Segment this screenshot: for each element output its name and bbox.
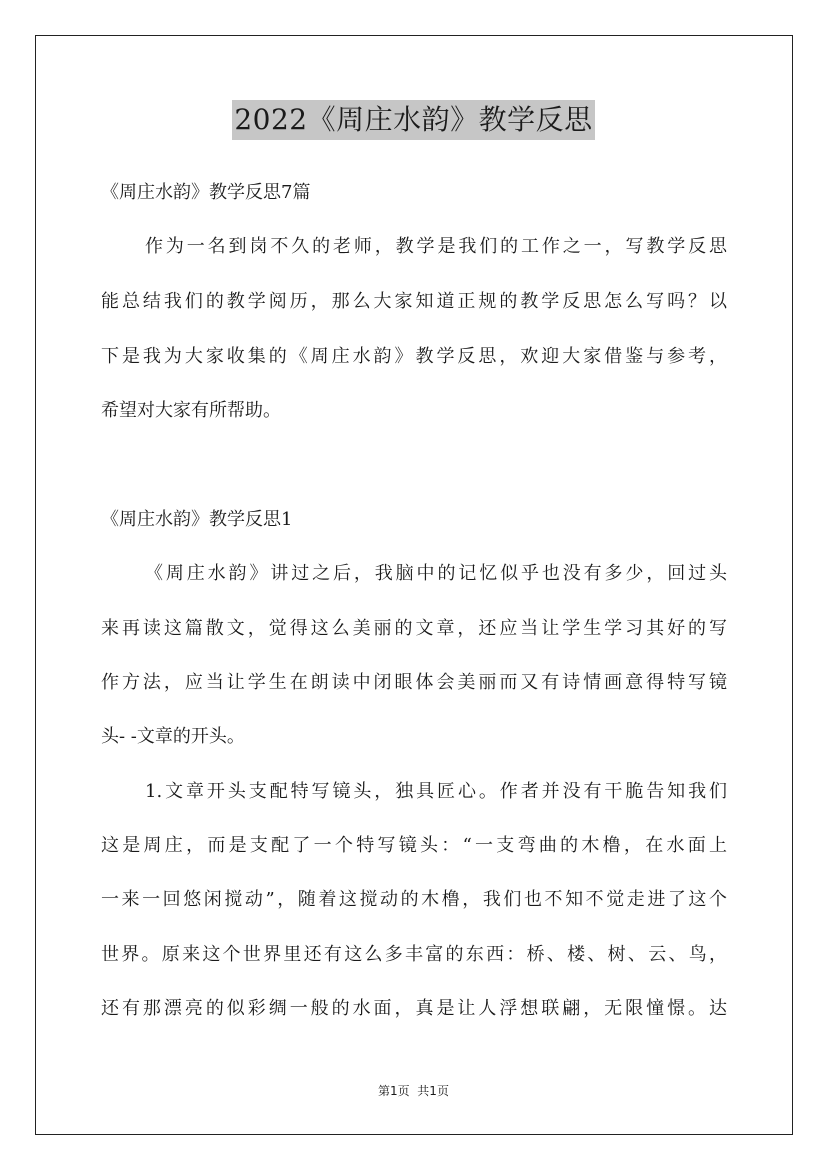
intro-line: 下是我为大家收集的《周庄水韵》教学反思，欢迎大家借鉴与参考， xyxy=(101,346,727,367)
subtitle: 《周庄水韵》教学反思7篇 xyxy=(101,182,311,203)
paragraph-line: 1.文章开头支配特写镜头，独具匠心。作者并没有干脆告知我们 xyxy=(145,781,727,802)
paragraph-line: 《周庄水韵》讲过之后，我脑中的记忆似乎也没有多少，回过头 xyxy=(145,563,727,584)
paragraph-line: 世界。原来这个世界里还有这么多丰富的东西：桥、楼、树、云、鸟， xyxy=(101,944,727,965)
intro-line: 作为一名到岗不久的老师，教学是我们的工作之一，写教学反思 xyxy=(145,236,727,257)
paragraph-line: 这是周庄，而是支配了一个特写镜头：“一支弯曲的木橹，在水面上 xyxy=(101,835,727,856)
section-heading: 《周庄水韵》教学反思1 xyxy=(101,509,293,530)
title-container xyxy=(0,100,827,140)
paragraph-line: 作方法，应当让学生在朗读中闭眼体会美丽而又有诗情画意得特写镜 xyxy=(101,672,727,693)
paragraph-line: 一来一回悠闲搅动”，随着这搅动的木橹，我们也不知不觉走进了这个 xyxy=(101,889,727,910)
intro-line: 能总结我们的教学阅历，那么大家知道正规的教学反思怎么写吗？以 xyxy=(101,291,727,312)
paragraph-line: 来再读这篇散文，觉得这么美丽的文章，还应当让学生学习其好的写 xyxy=(101,618,727,639)
page-number-footer: 第1页 共1页 xyxy=(378,1084,449,1098)
document-title: 2022《周庄水韵》教学反思 xyxy=(232,100,594,140)
intro-line: 希望对大家有所帮助。 xyxy=(101,400,281,421)
paragraph-line: 头- -文章的开头。 xyxy=(101,726,245,747)
paragraph-line: 还有那漂亮的似彩绸一般的水面，真是让人浮想联翩，无限憧憬。达 xyxy=(101,998,727,1019)
